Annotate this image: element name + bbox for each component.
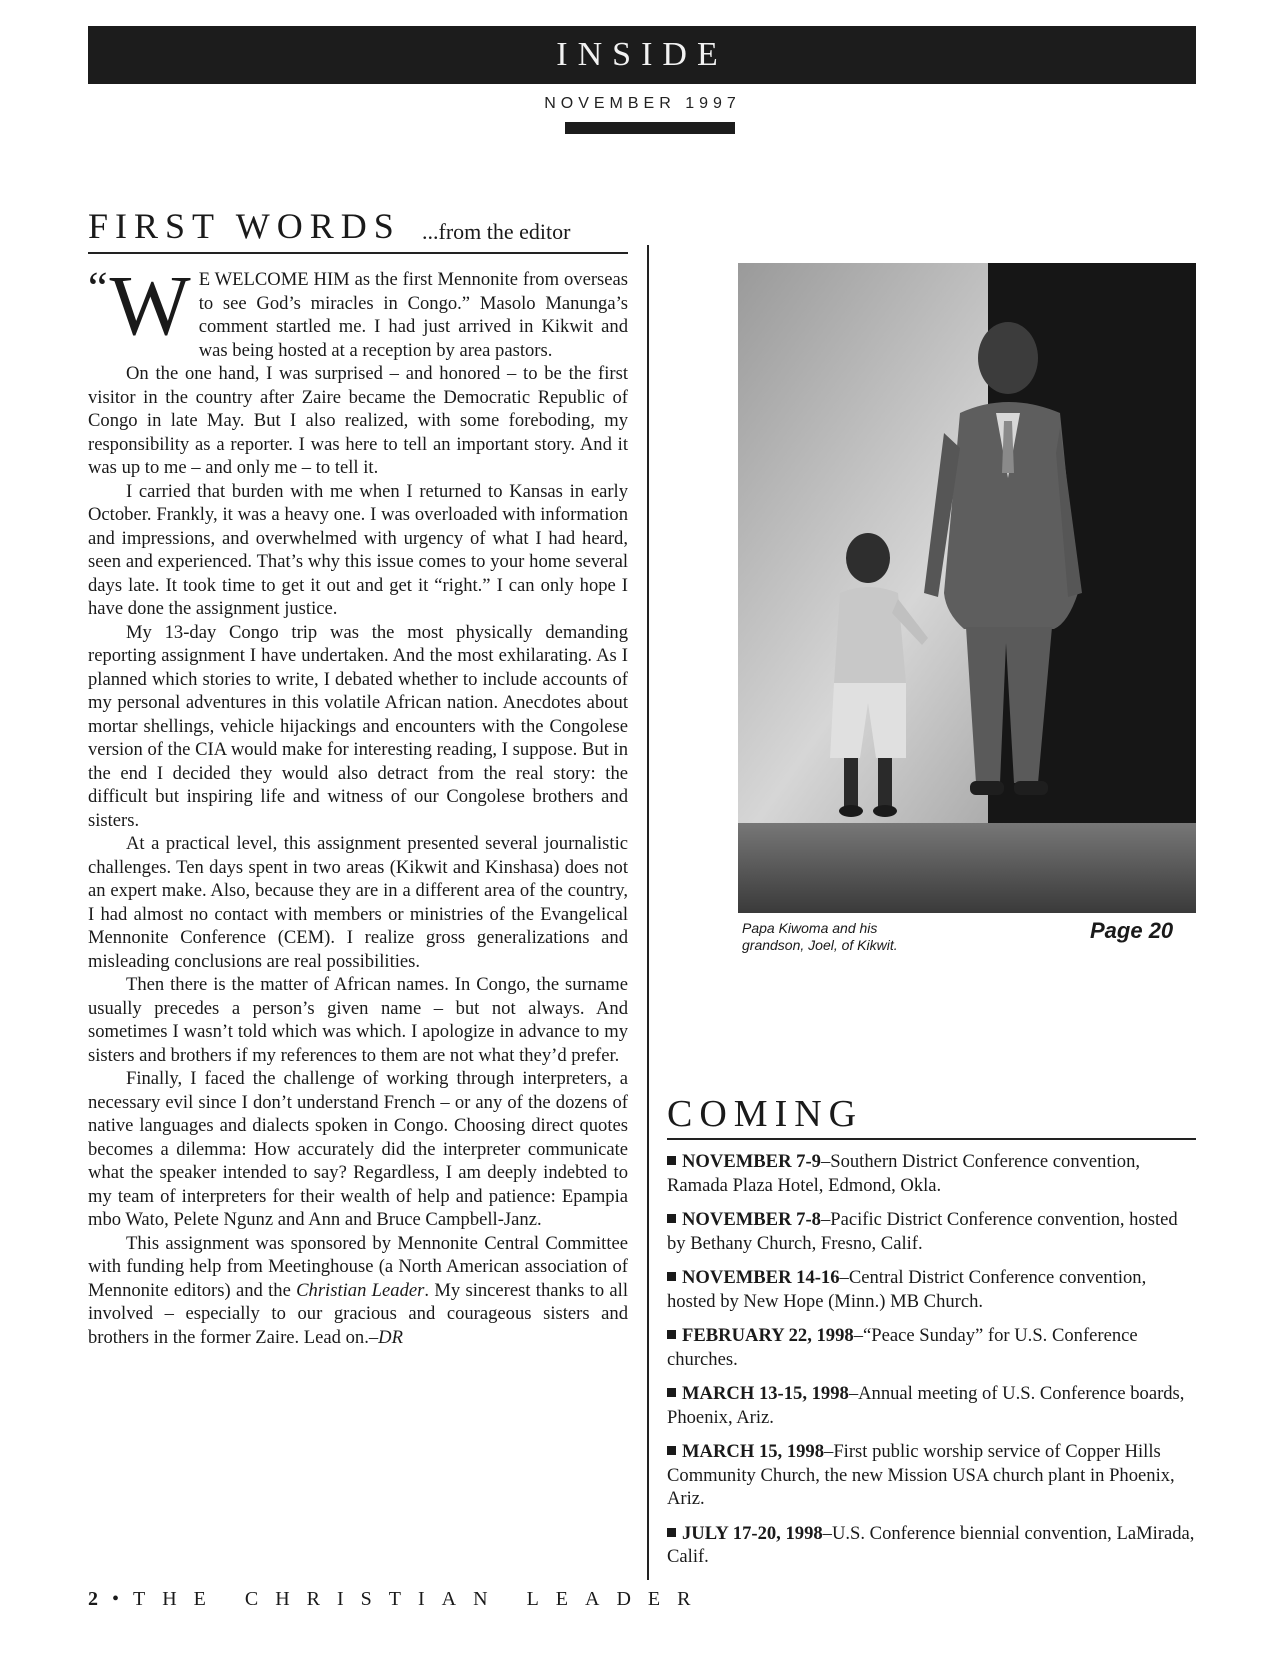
event-item xyxy=(667,1522,1196,1569)
event-item xyxy=(667,1440,1196,1511)
bullet-icon xyxy=(667,1528,676,1537)
bullet-icon xyxy=(667,1330,676,1339)
article-paragraph xyxy=(88,1232,628,1350)
article-paragraph: Then there is the matter of African names. In Congo, the surname usually precedes a person’s given name – but not always. And sometimes I wasn’t told which was which. I apologize in advance to my sisters and brothers if my references to them are not what they’d prefer. xyxy=(88,974,628,1066)
article-paragraph: Finally, I faced the challenge of working through interpreters, a necessary evil since I don’t understand French – or any of the dozens of native languages and dialects spoken in Congo. Choosing direct quotes becomes a dilemma: How accurately did the interpreter communicate what the speaker intended to say? Regardless, I am deeply indebted to my team of interpreters for their wealth of help and patience: Epampia mbo Wato, Pelete Ngunz and Ann and Bruce Campbell-Janz. xyxy=(88,1068,628,1230)
event-item xyxy=(667,1324,1196,1371)
column-divider xyxy=(647,245,649,1580)
event-date: NOVEMBER 14-16 xyxy=(682,1267,840,1288)
event-date: MARCH 15, 1998 xyxy=(682,1441,825,1462)
bullet-icon xyxy=(667,1272,676,1281)
article-paragraph xyxy=(88,257,628,362)
event-date: JULY 17-20, 1998 xyxy=(682,1522,823,1544)
photo-papa-kiwoma xyxy=(738,263,1196,913)
first-words-title: FIRST WORDS xyxy=(88,206,401,246)
event-date: NOVEMBER 7-9 xyxy=(682,1151,821,1172)
bullet-icon xyxy=(667,1156,676,1165)
event-text: –Pacific District Conference convention, hosted by Bethany Church, Fresno, Calif. xyxy=(667,1209,1178,1254)
event-item xyxy=(667,1266,1196,1313)
page-number: 2 xyxy=(88,1588,98,1610)
bullet-icon xyxy=(667,1214,676,1223)
paragraph-text: This assignment was sponsored by Mennonite Central Committee with funding help from Meetinghouse (a North American association of Mennonite editors) and the xyxy=(88,1232,628,1301)
article-paragraph: On the one hand, I was surprised – and honored – to be the first visitor in the country after Zaire became the Democratic Republic of Congo in late May. But I also realized, with some foreboding, my responsibility as a reporter. I was here to tell an important story. And it was up to me – and only me – to tell it. xyxy=(88,363,628,478)
event-text: –Central District Conference convention, hosted by New Hope (Minn.) MB Church. xyxy=(667,1267,1147,1312)
first-words-subtitle: ...from the editor xyxy=(422,219,571,244)
opening-quote: “ xyxy=(88,263,108,312)
banner-title: INSIDE xyxy=(556,36,728,73)
event-date: NOVEMBER 7-8 xyxy=(682,1209,821,1230)
drop-cap: W xyxy=(109,257,191,353)
first-words-rule xyxy=(88,252,628,254)
paragraph-text: . My sincerest thanks to all involved – especially to our gracious and courageous sisters and brothers in the former Zaire. Lead on. xyxy=(88,1279,628,1348)
event-text: –Southern District Conference convention, Ramada Plaza Hotel, Edmond, Okla. xyxy=(667,1151,1141,1196)
article-paragraph: At a practical level, this assignment presented several journalistic challenges. Ten days spent in two areas (Kikwit and Kinshasa) does not an expert make. Also, because they are in a different area of the country, I had almost no contact with members or ministries of the Evangelical Mennonite Conference (CEM). I realize gross generalizations and misleading conclusions are real possibilities. xyxy=(88,833,628,972)
article-paragraph: I carried that burden with me when I returned to Kansas in early October. Frankly, it was a heavy one. I was overloaded with information and impressions, and overwhelmed with urgency of what I had heard, seen and experienced. That’s why this issue comes to your home several days late. It took time to get it out and get it “right.” I can only hope I have done the assignment justice. xyxy=(88,480,628,619)
photo-caption: Papa Kiwoma and his grandson, Joel, of Kikwit. xyxy=(742,920,898,953)
footer-separator: • xyxy=(112,1588,120,1610)
coming-title: COMING xyxy=(667,1093,864,1135)
event-item xyxy=(667,1150,1196,1197)
coming-events-list xyxy=(667,1150,1196,1580)
editor-signature: –DR xyxy=(368,1326,403,1348)
issue-date: NOVEMBER 1997 xyxy=(544,95,741,112)
event-text: –“Peace Sunday” for U.S. Conference churches. xyxy=(667,1325,1138,1370)
event-item xyxy=(667,1208,1196,1255)
publication-masthead: THE CHRISTIAN LEADER xyxy=(133,1588,708,1610)
page-reference: Page 20 xyxy=(1090,918,1174,943)
publication-name: Christian Leader xyxy=(296,1279,425,1301)
event-text: –Annual meeting of U.S. Conference boards, Phoenix, Ariz. xyxy=(667,1383,1185,1428)
photo-illustration xyxy=(738,263,1196,913)
editor-article xyxy=(88,257,628,1349)
event-date: FEBRUARY 22, 1998 xyxy=(682,1325,854,1346)
first-words-header xyxy=(88,205,628,245)
event-date: MARCH 13-15, 1998 xyxy=(682,1383,849,1404)
article-paragraph: My 13-day Congo trip was the most physically demanding reporting assignment I have undertaken. And the most exhilarating. As I planned which stories to write, I debated whether to include accounts of my personal adventures in this volatile African nation. Anecdotes about mortar shellings, vehicle hijackings and encounters with the Congolese version of the CIA would make for interesting reading, I suppose. But in the end I decided they would also detract from the real story: the difficult but inspiring life and witness of our Congolese brothers and sisters. xyxy=(88,621,628,831)
event-item xyxy=(667,1382,1196,1429)
page-footer xyxy=(88,1588,707,1611)
coming-rule xyxy=(667,1138,1196,1140)
banner-underline xyxy=(565,122,735,134)
event-text: –U.S. Conference biennial convention, LaMirada, Calif. xyxy=(667,1522,1195,1567)
paragraph-text: E WELCOME HIM as the first Mennonite from overseas to see God’s miracles in Congo.” Masolo Manunga’s comment startled me. I had just arrived in Kikwit and was being hosted at a reception by area pastors. xyxy=(198,269,628,361)
event-text: –First public worship service of Copper Hills Community Church, the new Mission USA church plant in Phoenix, Ariz. xyxy=(667,1441,1175,1509)
inside-banner xyxy=(88,26,1196,84)
bullet-icon xyxy=(667,1388,676,1397)
bullet-icon xyxy=(667,1446,676,1455)
